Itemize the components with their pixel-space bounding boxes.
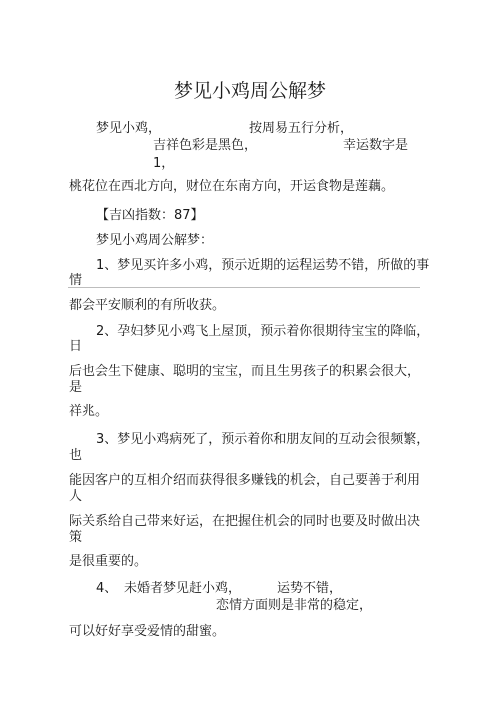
- item-1-line: 情: [69, 273, 83, 288]
- item-2-line: 是: [69, 380, 83, 395]
- fortune-rating: 【吉凶指数：87】: [96, 208, 204, 223]
- item-2-line: 2、孕妇梦见小鸡飞上屋顶，预示着你很期待宝宝的降临，: [96, 324, 430, 339]
- item-3-line: 是很重要的。: [69, 554, 148, 569]
- item-4-line: 恋情方面则是非常的稳定，: [216, 598, 373, 613]
- intro-lucky-color: 吉祥色彩是黑色，: [153, 138, 258, 153]
- item-3-line: 人: [69, 489, 83, 504]
- item-4-line: 运势不错，: [277, 581, 343, 596]
- item-4-line: 4、: [96, 581, 118, 596]
- item-2-line: 后也会生下健康、聪明的宝宝，而且生男孩子的积累会很大，: [69, 364, 421, 379]
- item-1-line: 都会平安顺利的有所收获。: [69, 298, 226, 313]
- intro-lucky-number-label: 幸运数字是: [343, 138, 409, 153]
- item-3-line: 策: [69, 530, 83, 545]
- item-4-line: 可以好好享受爱情的甜蜜。: [69, 624, 226, 639]
- intro-lucky-number: 1，: [153, 156, 175, 171]
- item-3-line: 能因客户的互相介绍而获得很多赚钱的机会，自己要善于利用: [69, 473, 421, 488]
- item-1-line: 1、梦见买许多小鸡，预示近期的运程运势不错，所做的事: [96, 258, 430, 273]
- item-3-line: 3、梦见小鸡病死了，预示着你和朋友间的互动会很频繁，: [96, 432, 430, 447]
- intro-analysis-text: 按周易五行分析，: [249, 121, 354, 136]
- intro-dream-text: 梦见小鸡，: [96, 121, 162, 136]
- section-heading: 梦见小鸡周公解梦：: [96, 233, 214, 248]
- divider: [68, 287, 420, 288]
- item-3-line: 也: [69, 448, 83, 463]
- item-2-line: 祥兆。: [69, 404, 109, 419]
- page-title: 梦见小鸡周公解梦: [173, 80, 326, 102]
- intro-directions: 桃花位在西北方向，财位在东南方向，开运食物是莲藕。: [69, 179, 395, 194]
- item-3-line: 际关系给自己带来好运，在把握住机会的同时也要及时做出决: [69, 514, 421, 529]
- item-4-line: 未婚者梦见赶小鸡，: [124, 581, 242, 596]
- item-2-line: 日: [69, 339, 83, 354]
